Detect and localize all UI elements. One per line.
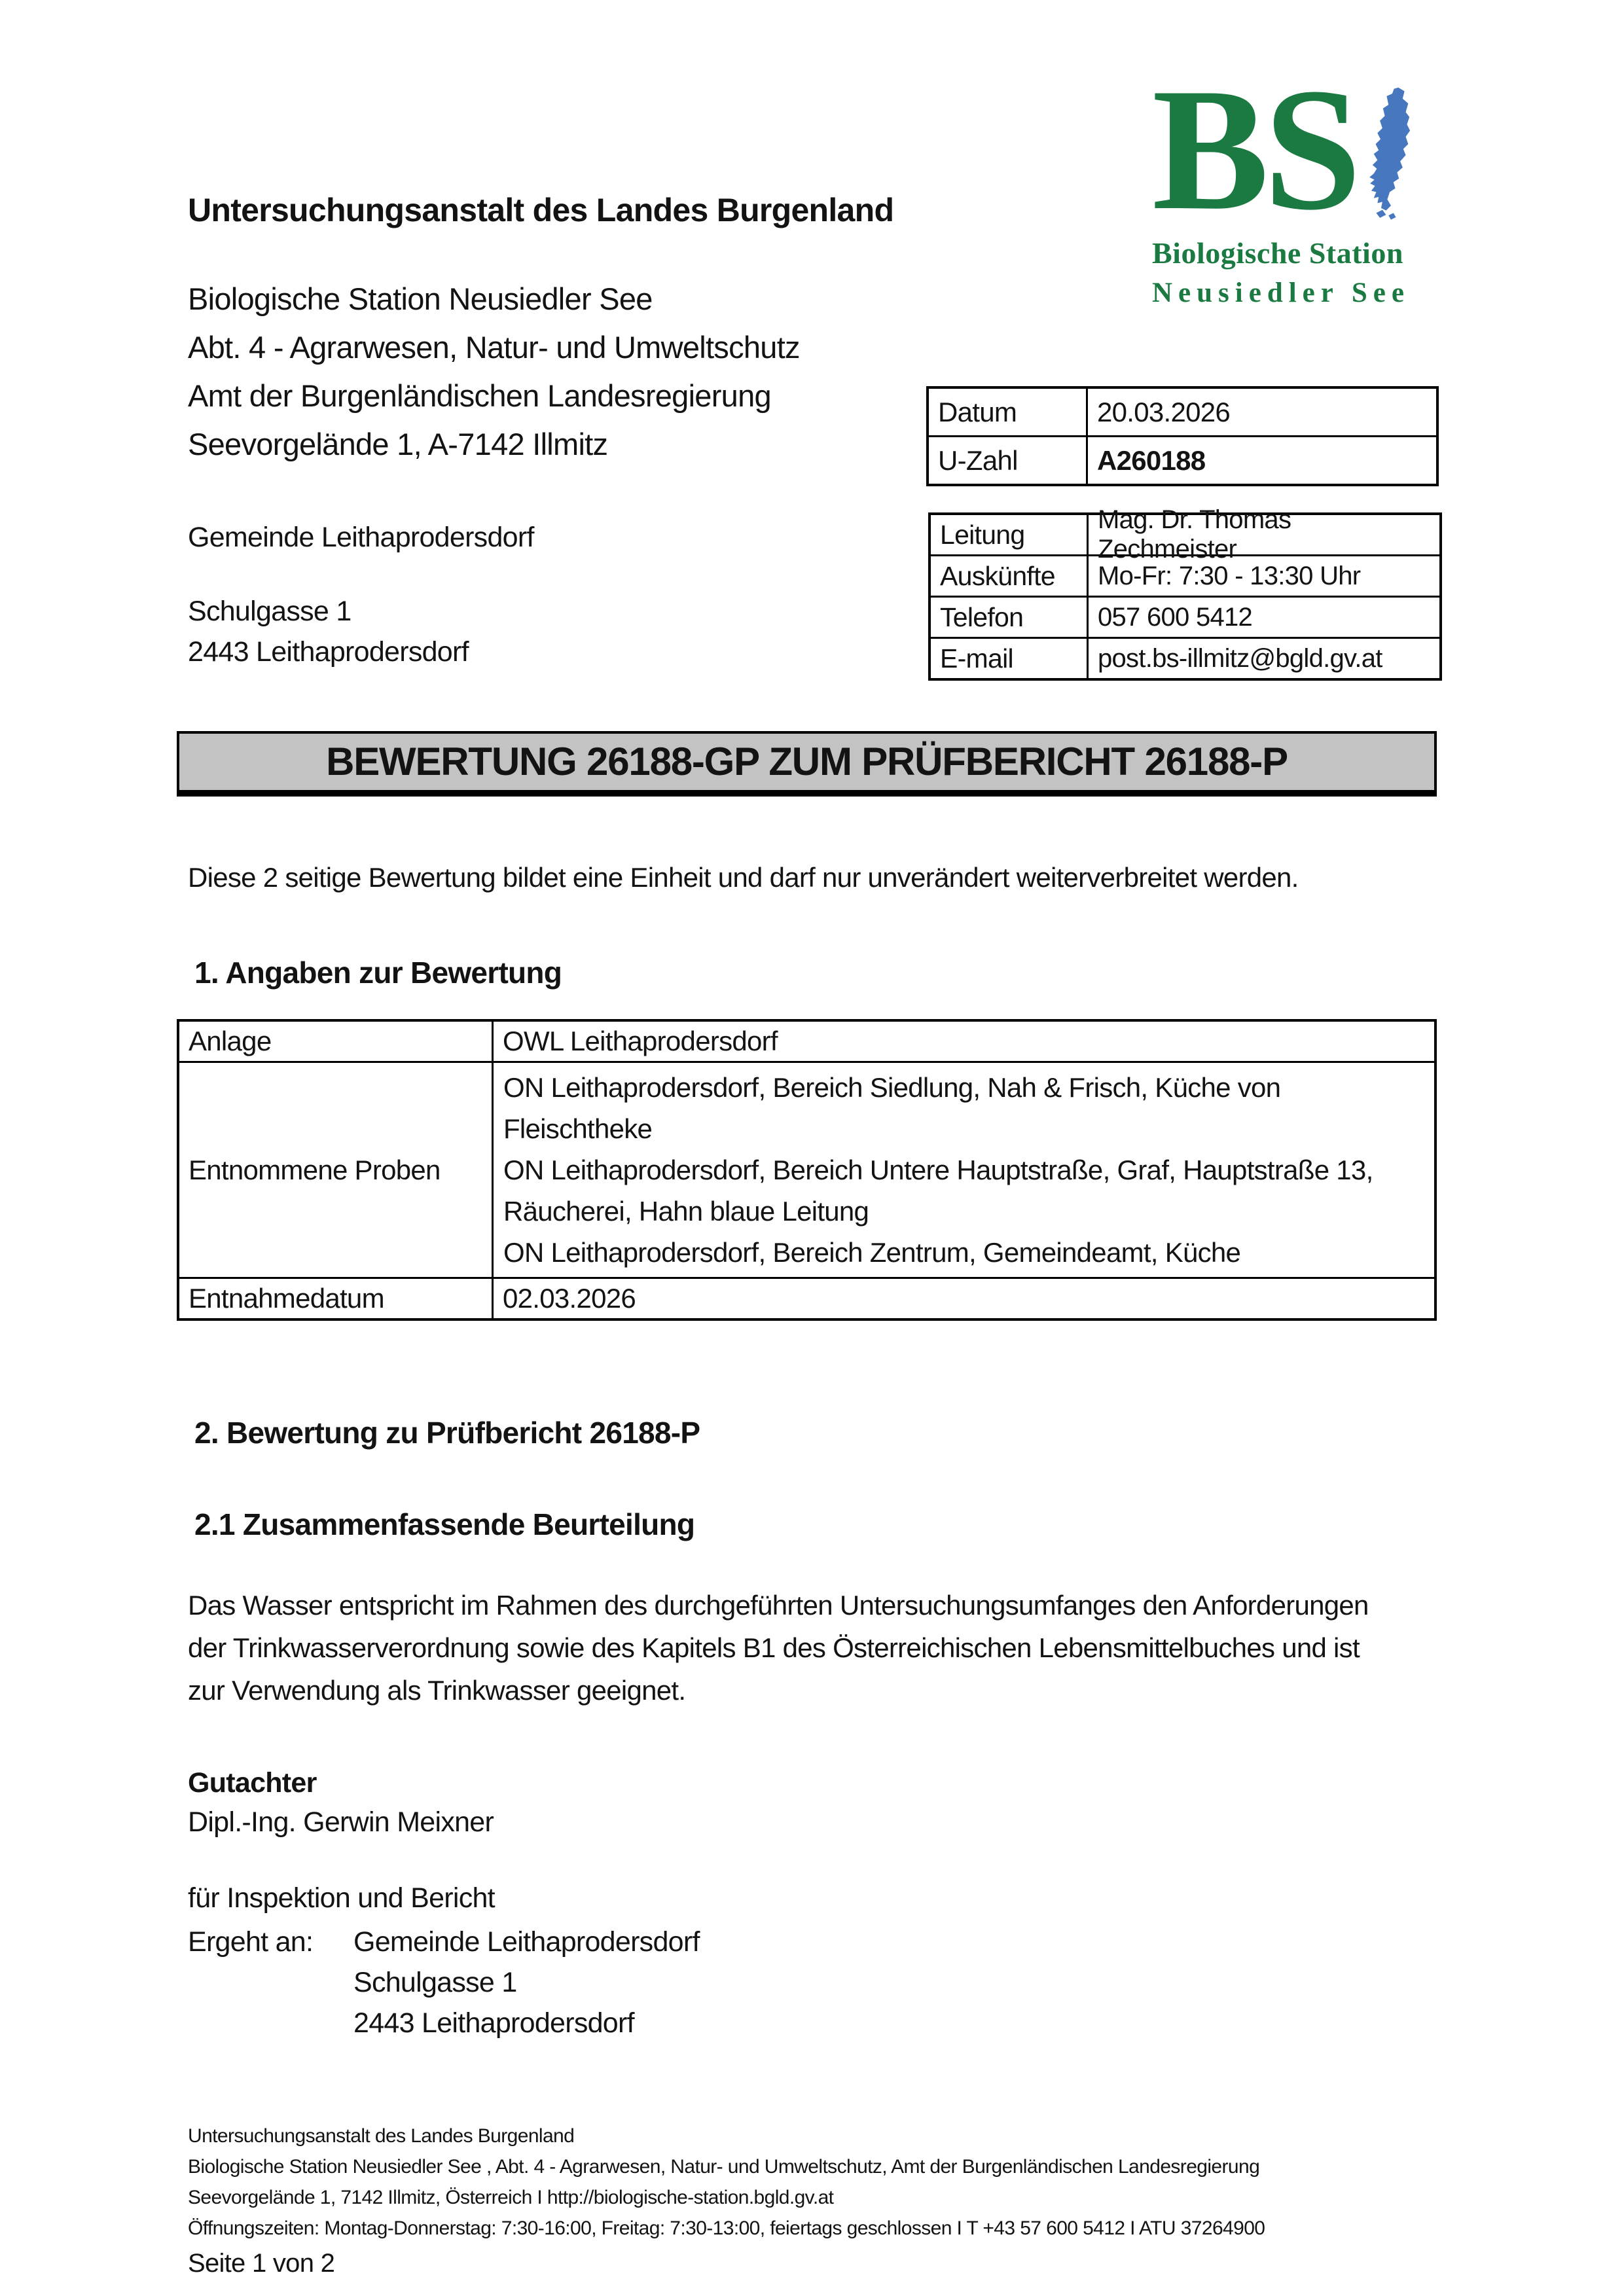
meta-value-uzahl: A260188	[1097, 444, 1206, 476]
assessor-name: Dipl.-Ing. Gerwin Meixner	[188, 1806, 494, 1838]
assessor-for-line: für Inspektion und Bericht	[188, 1882, 495, 1914]
contact-label-email: E-mail	[931, 639, 1089, 678]
ergeht-an-line: 2443 Leithaprodersdorf	[353, 2007, 634, 2039]
contact-table	[928, 505, 1442, 681]
contact-value-email: post.bs-illmitz@bgld.gv.at	[1098, 643, 1382, 673]
footer-line: Seevorgelände 1, 7142 Illmitz, Österreich I http://biologische-station.bgld.gv.at	[188, 2187, 834, 2208]
ergeht-an-label: Ergeht an:	[188, 1926, 314, 1958]
bsn-logo	[1152, 52, 1447, 309]
contact-label-telefon: Telefon	[931, 598, 1089, 637]
meta-label-datum: Datum	[929, 389, 1088, 435]
paragraph-line: zur Verwendung als Trinkwasser geeignet.	[188, 1675, 686, 1706]
contact-label-leitung: Leitung	[931, 515, 1089, 554]
probe-line: ON Leithaprodersdorf, Bereich Untere Hauptstraße, Graf, Hauptstraße 13,	[503, 1155, 1373, 1185]
bsn-logo-station-text: Biologische Station	[1152, 236, 1403, 270]
assessment-paragraph	[188, 1584, 1369, 1712]
meta-value-datum: 20.03.2026	[1097, 396, 1231, 427]
contact-value-auskuenfte: Mo-Fr: 7:30 - 13:30 Uhr	[1098, 561, 1361, 590]
probe-line: ON Leithaprodersdorf, Bereich Siedlung, Nah & Frisch, Küche von	[503, 1072, 1281, 1103]
table-row	[931, 505, 1439, 564]
table-row	[179, 1022, 1434, 1061]
s1-label-entnahmedatum: Entnahmedatum	[179, 1279, 494, 1318]
s1-label-anlage: Anlage	[179, 1022, 494, 1061]
org-title: Untersuchungsanstalt des Landes Burgenland	[188, 192, 894, 228]
table-row	[179, 1061, 1434, 1277]
assessment-info-table	[177, 1019, 1437, 1321]
footer-line: Öffnungszeiten: Montag-Donnerstag: 7:30-16:00, Freitag: 7:30-13:00, feiertags geschlossen I T +43 57 600 5412 I ATU 37264900	[188, 2217, 1265, 2239]
table-row	[929, 389, 1436, 435]
table-row	[929, 435, 1436, 484]
org-line: Amt der Burgenländischen Landesregierung	[188, 378, 771, 413]
page-footer	[188, 2121, 1265, 2278]
bsn-logo-see-text: Neusiedler See	[1152, 278, 1410, 308]
ergeht-an-line: Gemeinde Leithaprodersdorf	[353, 1926, 700, 1958]
page-number: Seite 1 von 2	[188, 2249, 335, 2278]
s1-value-proben	[494, 1063, 1434, 1277]
ergeht-an-block	[188, 1922, 700, 2043]
org-line: Abt. 4 - Agrarwesen, Natur- und Umweltschutz	[188, 330, 800, 365]
org-address-block	[188, 275, 800, 469]
org-line: Seevorgelände 1, A-7142 Illmitz	[188, 427, 608, 461]
org-line: Biologische Station Neusiedler See	[188, 281, 653, 316]
footer-line: Untersuchungsanstalt des Landes Burgenland	[188, 2125, 575, 2147]
footer-line: Biologische Station Neusiedler See , Abt. 4 - Agrarwesen, Natur- und Umweltschutz, Amt der Burgenländischen Landesregierung	[188, 2156, 1260, 2178]
paragraph-line: der Trinkwasserverordnung sowie des Kapitels B1 des Österreichischen Lebensmittelbuches und ist	[188, 1632, 1360, 1663]
table-row	[931, 637, 1439, 678]
table-row	[179, 1277, 1434, 1318]
meta-label-uzahl: U-Zahl	[929, 437, 1088, 484]
meta-table	[926, 386, 1439, 486]
ergeht-an-line: Schulgasse 1	[353, 1967, 517, 1998]
lake-icon	[1360, 85, 1422, 226]
paragraph-line: Das Wasser entspricht im Rahmen des durchgeführten Untersuchungsumfanges den Anforderungen	[188, 1590, 1369, 1621]
contact-value-leitung: Mag. Dr. Thomas Zechmeister	[1098, 505, 1291, 564]
section2-heading: 2. Bewertung zu Prüfbericht 26188-P	[194, 1416, 700, 1450]
bsn-logo-acronym: BS	[1152, 52, 1356, 246]
contact-label-auskuenfte: Auskünfte	[931, 556, 1089, 596]
assessor-label: Gutachter	[188, 1767, 317, 1799]
s1-value-entnahmedatum: 02.03.2026	[503, 1283, 636, 1314]
probe-line: Fleischtheke	[503, 1113, 653, 1144]
s1-value-anlage: OWL Leithaprodersdorf	[503, 1026, 778, 1056]
contact-value-telefon: 057 600 5412	[1098, 602, 1253, 632]
section1-heading: 1. Angaben zur Bewertung	[194, 956, 562, 990]
s1-label-proben: Entnommene Proben	[179, 1063, 494, 1277]
recipient-city: 2443 Leithaprodersdorf	[188, 636, 469, 668]
section21-heading: 2.1 Zusammenfassende Beurteilung	[194, 1507, 695, 1541]
intro-note: Diese 2 seitige Bewertung bildet eine Einheit und darf nur unverändert weiterverbreitet werden.	[188, 862, 1299, 893]
ergeht-an-address	[353, 1922, 700, 2043]
recipient-name: Gemeinde Leithaprodersdorf	[188, 522, 534, 553]
probe-line: ON Leithaprodersdorf, Bereich Zentrum, Gemeindeamt, Küche	[503, 1237, 1241, 1268]
recipient-street: Schulgasse 1	[188, 596, 352, 627]
probe-line: Räucherei, Hahn blaue Leitung	[503, 1196, 869, 1227]
table-row	[931, 596, 1439, 637]
table-row	[931, 554, 1439, 596]
report-title-banner: BEWERTUNG 26188-GP ZUM PRÜFBERICHT 26188-P	[177, 731, 1437, 797]
